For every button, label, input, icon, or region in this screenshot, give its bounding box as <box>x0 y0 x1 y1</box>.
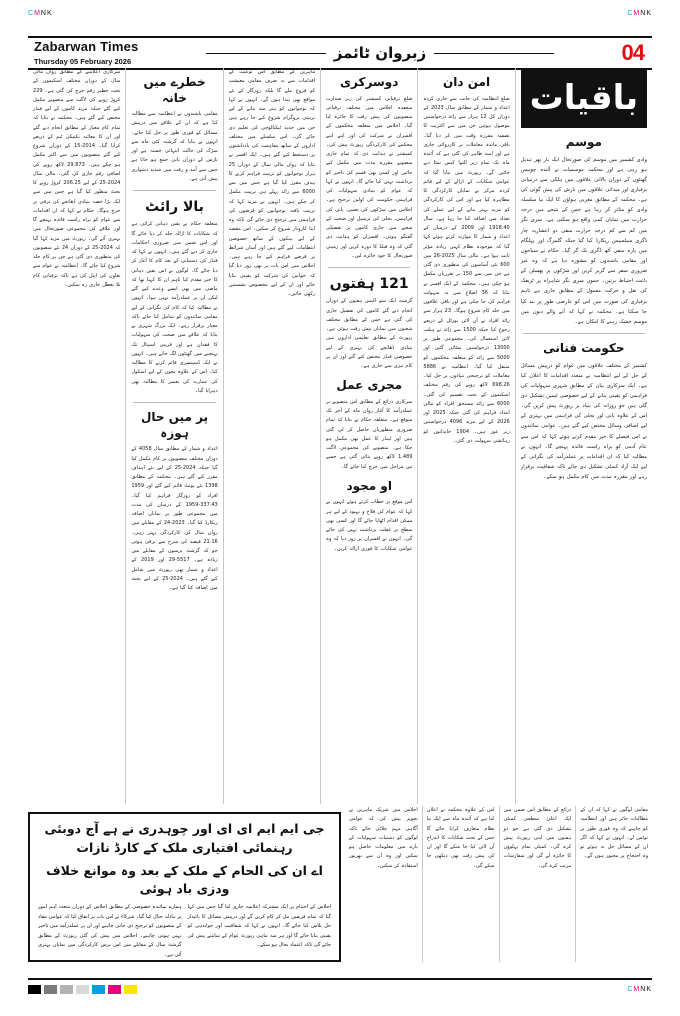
bottom-rule <box>28 978 652 980</box>
lower-column-3 <box>422 806 499 962</box>
section-banner-label: باقیات <box>529 78 639 118</box>
column-6 <box>28 68 125 804</box>
boxed-story <box>28 812 341 962</box>
article-body-par-mein-hal: اعداد و شمار کے مطابق سال 4058 کے دوران مختلف منصوبوں پر کام مکمل کیا گیا جبکہ 2024-25 کے لیے نئے اہداف مقرر کیے گئے ہیں۔ محکمہ کے مطابق 1398 نئے یونٹ قائم کیے گئے اور 1959 افراد کو روزگار فراہم کیا گیا۔ 337.43-1959 کے درمیان کی مدت میں مجموعی طور پر نمایاں اضافہ ریکارڈ کیا گیا۔ 2023-24 کے مقابلے میں رواں سال کی کارکردگی بہتر رہی۔ 21.16 فیصد کی شرح سے ترقی ہوئی جو کہ گزشتہ برسوں کے مقابلے میں زیادہ ہے۔ 5517-29 اور 2019 کے اعداد و شمار بھی رپورٹ میں شامل کیے گئے ہیں۔ 2024-25 کے لیے بجٹ میں اضافہ کیا گیا ہے۔ <box>131 446 218 592</box>
article-body-o-mojood: اس موقع پر خطاب کرتے ہوئے انہوں نے کہا کہ عوام کی فلاح و بہبود کے لیے ہر ممکن اقدام اٹھایا جائے گا اور کسی بھی سطح پر غفلت برداشت نہیں کی جائے گی۔ انہوں نے افسران پر زور دیا کہ وہ عوامی شکایات کا فوری ازالہ کریں۔ <box>326 499 413 552</box>
column-1 <box>515 68 652 804</box>
lower-column-2 <box>499 806 576 962</box>
headline-weather: موسم <box>565 135 602 149</box>
reg-mark-right: CMNK <box>627 10 652 17</box>
article-body-khatre-mein-khana: مقامی باشندوں نے انتظامیہ سے مطالبہ کیا ہے کہ ان کے علاقے میں درپیش مسائل کو فوری طور پر حل کیا جائے۔ انہوں نے بتایا کہ گزشتہ کئی ماہ سے سڑک کی حالت انتہائی خستہ ہے اور بارش کے دوران پانی جمع ہو جاتا ہے جس سے آمد و رفت میں شدید دشواری پیش آتی ہے۔ <box>131 111 218 182</box>
divider <box>133 190 215 191</box>
article-body-dosarkari: ضلع ترقیاتی کمیشنر کی زیر صدارت منعقدہ اجلاس میں مختلف ترقیاتی منصوبوں کی پیش رفت کا جائزہ لیا گیا۔ اجلاس میں متعلقہ محکموں کے افسران نے شرکت کی اور اپنے اپنے محکمے کی کارکردگی رپورٹ پیش کی۔ کمیشنر نے ہدایت دی کہ تمام جاری منصوبے مقررہ مدت میں مکمل کیے جائیں اور کسی بھی قسم کی تاخیر کو برداشت نہیں کیا جائے گا۔ انہوں نے کہا کہ عوام کو بنیادی سہولیات کی فراہمی حکومت کی اولین ترجیح ہے۔ اجلاس میں سڑکوں کی تعمیر، پانی کی فراہمی، بجلی کی ترسیل اور صحت کے شعبے میں جاری کاموں پر تفصیلی گفتگو ہوئی۔ افسران کو ہدایت دی گئی کہ وہ فیلڈ کا دورہ کریں اور زمینی صورتحال کا خود جائزہ لیں۔ <box>326 95 413 259</box>
reg-mark-footer: CMNK <box>627 986 652 993</box>
column-4 <box>223 68 320 804</box>
boxed-story-text-right: اجلاس کے اختتام پر ایک مشترکہ اعلامیہ جاری کیا گیا جس میں کہا گیا کہ تمام فریقین مل کر کام کریں گے اور درپیش مسائل کا پائیدار حل تلاش کیا جائے گا۔ انہوں نے کہا کہ شفافیت اور جوابدہی کو یقینی بنایا جائے گا اور ہر سہ ماہی رپورٹ عوام کے سامنے پیش کی جائے گی تاکہ اعتماد بحال ہو سکے۔ <box>187 904 331 948</box>
divider <box>328 267 410 268</box>
boxed-story-text-left: ہمارے نمائندہ خصوصی کے مطابق اجلاس کے دوران متعدد اہم امور پر تبادلہ خیال کیا گیا۔ شرکاء نے اس بات پر اتفاق کیا کہ عوامی مفاد کے منصوبوں کو ترجیح دی جانی چاہیے اور ان پر عملدرآمد میں تاخیر نہیں ہونی چاہیے۔ اجلاس میں پیش کی گئی رپورٹ کے مطابق گزشتہ سال کے مقابلے میں اس برس کارکردگی میں نمایاں بہتری آئی ہے۔ <box>38 904 182 958</box>
column-2 <box>417 68 514 804</box>
color-swatch-gray-dark <box>44 985 57 994</box>
headline-implementation: مجری عمل <box>336 378 403 393</box>
lower-column-1 <box>575 806 652 962</box>
color-swatch-gray-mid <box>60 985 73 994</box>
issue-date: Thursday 05 February 2026 <box>34 56 132 66</box>
reg-mark-left: CMNK <box>28 10 53 17</box>
article-body-implementation: سرکاری ذرائع کے مطابق اس منصوبے پر عملدرآمد کا آغاز رواں ماہ کے آخر تک متوقع ہے۔ متعلقہ حکام نے بتایا کہ تمام ضروری منظوریاں حاصل کر لی گئی ہیں اور ٹینڈر کا عمل بھی مکمل ہو چکا ہے۔ منصوبے کی مجموعی لاگت 1,489 لاکھ روپے بتائی گئی ہے جسے تین مراحل میں خرچ کیا جائے گا۔ <box>326 398 413 470</box>
article-body-121-weeks: گزشتہ ایک سو اکیس ہفتوں کے دوران انجام دیے گئے کاموں کی تفصیل جاری کی گئی ہے جس کے مطابق مختلف شعبوں میں نمایاں پیش رفت ہوئی ہے۔ رپورٹ کے مطابق تعلیمی اداروں میں بنیادی ڈھانچے کی بہتری کے لیے خصوصی فنڈز مختص کیے گئے اور ان پر کام تیزی سے جاری ہے۔ <box>326 298 413 370</box>
lower-article-body-3: اس کے علاوہ محکمہ نے اعلان کیا ہے کہ آئندہ ماہ سے ایک نیا نظام متعارف کرایا جائے گا جس کے تحت شکایات کا اندراج آن لائن کیا جا سکے گا اور ان کی پیش رفت بھی دیکھی جا سکے گی۔ <box>426 807 495 869</box>
article-body-column-6: سرکاری اعلامیے کے مطابق رواں مالی سال کے دوران مختلف اسکیموں کے تحت خطیر رقم خرچ کی گئی ہے۔ 229 کروڑ روپے کی لاگت سے منصوبے مکمل کیے گئے جبکہ مزید کاموں کے لیے فنڈز مختص کیے گئے ہیں۔ محکمہ نے بتایا کہ تمام کام معیار کے مطابق انجام دیے گئے اور ان کا معائنہ تکنیکی ٹیم کے ذریعے کرایا گیا۔ 2014-15 کے دوران شروع کیے گئے منصوبوں میں سے اکثر مکمل ہو چکے ہیں۔ 29.873 لاکھ روپے کی اضافی رقم جاری کی گئی۔ مالی سال 2024-25 کے لیے 206.25 کروڑ روپے کا بجٹ منظور کیا گیا ہے جس میں سے ایک بڑا حصہ بنیادی ڈھانچے کی ترقی پر خرچ ہوگا۔ حکام نے کہا کہ ان اقدامات سے عوام کو براہ راست فائدہ پہنچے گا اور علاقے کی مجموعی صورتحال میں بہتری آئے گی۔ رپورٹ میں مزید کہا گیا کہ 2024-25 کے دوران 24 نئے منصوبوں کی منظوری دی گئی ہے جن پر کام جلد شروع کیا جائے گا۔ انتظامیہ نے عوام سے تعاون کی اپیل کی ہے تاکہ ترقیاتی کام بلا تعطل جاری رہ سکیں۔ <box>33 69 121 288</box>
color-swatch-magenta <box>108 985 121 994</box>
boxed-story-headline-line2: اے ان کی الحام کے ملک کے بعد وہ موانع خلاف ودزی باد ہوئی <box>46 862 323 897</box>
article-body-column-4: ماہرین کے مطابق اس نوعیت کے اقدامات سے نہ صرف مقامی معیشت کو فروغ ملے گا بلکہ روزگار کے نئے مواقع بھی پیدا ہوں گے۔ انہوں نے کہا کہ نوجوانوں کو ہنر مند بنانے کے لیے تربیتی پروگرام شروع کیے جا رہے ہیں جن میں جدید ٹیکنالوجی کی تعلیم دی جائے گی۔ اس سلسلے میں مختلف اداروں کے ساتھ مفاہمت کی یادداشتوں پر دستخط کیے گئے ہیں۔ ایک افسر نے بتایا کہ رواں مالی سال کے دوران 25 ہزار نوجوانوں کو تربیت فراہم کرنے کا ہدف مقرر کیا گیا ہے جس میں سے 6000 سے زائد پہلے ہی تربیت مکمل کر چکے ہیں۔ انہوں نے مزید کہا کہ تربیت یافتہ نوجوانوں کو قرضوں کی فراہمی میں ترجیح دی جائے گی تاکہ وہ اپنا کاروبار شروع کر سکیں۔ اس مقصد کے لیے بینکوں کے ساتھ خصوصی انتظامات کیے گئے ہیں اور آسان شرائط پر قرضے فراہم کیے جا رہے ہیں۔ اجلاس میں اس بات پر بھی زور دیا گیا کہ خواتین کی شرکت کو یقینی بنایا جائے اور ان کے لیے مخصوص نشستیں رکھی جائیں۔ <box>228 69 316 297</box>
lower-column-4 <box>345 806 422 962</box>
lower-article-body-4: اجلاس میں شریک ماہرین نے تجویز پیش کی کہ عوامی آگاہی مہم چلائی جائے تاکہ لوگوں کو دستیاب سہولیات کے بارے میں معلومات حاصل ہو سکیں اور وہ ان سے بھرپور استفادہ کر سکیں۔ <box>349 807 418 869</box>
divider <box>523 333 645 334</box>
headline-dosarkari: دوسرکری <box>340 75 399 89</box>
headline-bala-right: بالا رائٹ <box>145 199 204 216</box>
lower-article-body-2: ذرائع کے مطابق اس ضمن میں ایک اعلیٰ سطحی کمیٹی تشکیل دی گئی ہے جو دو ہفتوں میں اپنی رپورٹ پیش کرے گی۔ کمیٹی تمام پہلوؤں کا جائزہ لے گی اور سفارشات مرتب کرے گی۔ <box>503 807 572 869</box>
headline-aman-dan: امن دان <box>443 75 491 89</box>
page-number: 04 <box>621 40 644 65</box>
lower-article-body-1: مقامی لوگوں نے کہا کہ ان کے مطالبات جائز ہیں اور انتظامیہ کو چاہیے کہ وہ فوری طور پر نوٹس لے۔ انہوں نے کہا کہ اگر ان کے مسائل حل نہ ہوئے تو وہ احتجاج پر مجبور ہوں گے۔ <box>580 807 648 860</box>
column-5 <box>125 68 222 804</box>
lower-article-grid <box>345 806 652 962</box>
page-title: Zabarwan Times <box>34 39 139 55</box>
column-3 <box>320 68 417 804</box>
boxed-story-headline-line1: جی ایم ایم ای ای اور چوہدری نے ہے آج دوبئی رہنمائی افتیاری ملک کے کارڈ نازات <box>44 821 325 855</box>
article-body-weather: وادی کشمیر میں موسم کی صورتحال ایک بار پھر تبدیل ہو رہی ہے اور محکمہ موسمیات نے آئندہ چوبیس گھنٹوں کے دوران بالائی علاقوں میں ہلکی سے درمیانی برفباری اور میدانی علاقوں میں بارش کی پیش گوئی کی ہے۔ محکمہ کے مطابق مغربی ہواؤں کا ایک نیا سلسلہ وادی کو متاثر کر رہا ہے جس کے نتیجے میں درجہ حرارت میں نمایاں کمی واقع ہو سکتی ہے۔ سری نگر میں کم سے کم درجہ حرارت منفی دو اعشاریہ چار ڈگری سیلسیس ریکارڈ کیا گیا جبکہ گلمرگ اور پہلگام میں پارہ منفی آٹھ ڈگری تک گر گیا۔ حکام نے سیاحوں اور مقامی باشندوں کو مشورہ دیا ہے کہ وہ غیر ضروری سفر سے گریز کریں اور سڑکوں پر پھسلن کے باعث احتیاط برتیں۔ جموں سری نگر شاہراہ پر ٹریفک کی نقل و حرکت معمول کے مطابق جاری ہے تاہم برفباری کی صورت میں اس کو عارضی طور پر بند کیا جا سکتا ہے۔ محکمہ نے کہا کہ آنے والے دنوں میں موسم خشک رہنے کا امکان ہے۔ <box>520 156 647 325</box>
section-banner <box>521 68 647 128</box>
color-swatch-cyan <box>92 985 105 994</box>
article-grid <box>28 68 652 804</box>
article-body-bala-right: متعلقہ حکام نے یقین دہانی کرائی ہے کہ شکایات کا ازالہ جلد کر دیا جائے گا اور اس ضمن میں ضروری احکامات جاری کر دیے گئے ہیں۔ انہوں نے کہا کہ فنڈز کی دستیابی کے بعد کام کا آغاز کر دیا جائے گا۔ لوگوں نے اس یقین دہانی کا خیر مقدم کیا تاہم ان کا کہنا تھا کہ ماضی میں بھی ایسے وعدے کیے گئے لیکن ان پر عملدرآمد نہیں ہوا۔ انہوں نے مطالبہ کیا کہ کام کی نگرانی کے لیے مقامی نمائندوں کو شامل کیا جائے تاکہ معیار برقرار رہے۔ ایک بزرگ شہری نے بتایا کہ علاقے میں صحت کی سہولیات کا فقدان ہے اور قریبی اسپتال تک پہنچنے میں گھنٹوں لگ جاتے ہیں۔ انہوں نے ایک ڈسپنسری قائم کرنے کا مطالبہ کیا۔ اس کے علاوہ بچوں کے لیے اسکول کی عمارت کی تعمیر کا مطالبہ بھی دہرایا گیا۔ <box>131 221 218 394</box>
headline-o-mojood: او مجود <box>346 478 392 493</box>
masthead-urdu-title: زبروان ٹائمز <box>333 44 427 62</box>
headline-par-mein-hal: پر میں حال ہوزہ <box>141 410 209 440</box>
masthead-center <box>138 44 621 62</box>
rule-left <box>206 53 326 54</box>
color-swatch-black <box>28 985 41 994</box>
headline-khatre-mein-khana: خطرے میں خانہ <box>143 75 206 105</box>
color-swatch-gray-light <box>76 985 89 994</box>
divider <box>133 402 215 403</box>
boxed-story-columns <box>38 903 331 960</box>
color-swatch-yellow <box>124 985 137 994</box>
headline-121-weeks: 121 ہفتوں <box>329 276 409 293</box>
masthead <box>28 36 652 70</box>
footer-color-bar <box>28 985 652 994</box>
article-body-government: کشمیر کے مختلف علاقوں میں عوام کو درپیش مسائل کے حل کے لیے انتظامیہ نے متعدد اقدامات کا اعلان کیا ہے۔ ایک سرکاری بیان کے مطابق شہری سہولیات کی فراہمی کو یقینی بنانے کے لیے خصوصی ٹیمیں تشکیل دی گئی ہیں جو روزانہ کی بنیاد پر رپورٹ پیش کریں گی۔ اس کے علاوہ پانی اور بجلی کی فراہمی میں بہتری کے لیے اضافی وسائل مختص کیے گئے ہیں۔ عوامی نمائندوں نے اس فیصلے کا خیر مقدم کرتے ہوئے کہا کہ اس سے عام آدمی کو براہ راست فائدہ پہنچے گا۔ انہوں نے مطالبہ کیا کہ ان اقدامات پر عملدرآمد کی نگرانی کے لیے ایک آزاد کمیٹی تشکیل دی جائے تاکہ شفافیت برقرار رہے اور مقررہ مدت میں کام مکمل ہو سکے۔ <box>520 362 647 481</box>
headline-government: حکومت فنانی <box>543 340 625 355</box>
rule-right <box>434 53 554 54</box>
registration-bar-top <box>28 10 652 24</box>
masthead-left <box>28 40 138 65</box>
article-body-aman-dan: ضلع انتظامیہ کی جانب سے جاری کردہ اعداد و شمار کے مطابق سال 2023 کے دوران کل 12 ہزار سے زائد درخواستیں موصول ہوئیں جن میں سے اکثریت کا تصفیہ مقررہ وقت میں کر دیا گیا۔ باقی ماندہ معاملات پر کارروائی جاری ہے اور امید ظاہر کی گئی ہے کہ آئندہ ماہ تک تمام زیر التوا کیس نمٹا دیے جائیں گے۔ رپورٹ میں بتایا گیا کہ عوامی شکایات کے ازالے کے لیے قائم کردہ مرکز نے نمایاں کارکردگی کا مظاہرہ کیا ہے اور اس کی کارکردگی کو مزید بہتر بنانے کے لیے عملے کی تعداد میں اضافہ کیا جا رہا ہے۔ سال 1918.40 اور 2009 کے درمیان کے اعداد و شمار کا موازنہ کرتے ہوئے کہا گیا کہ موجودہ نظام کہیں زیادہ مؤثر ثابت ہوا ہے۔ مالی سال 2025-26 میں 600 نئی آسامیوں کی منظوری دی گئی ہے جن میں سے 150 پر تقرریاں مکمل ہو چکی ہیں۔ محکمہ کے ایک افسر نے بتایا کہ 36 اضلاع میں یہ سہولت فراہم کی جا چکی ہے اور باقی علاقوں میں جلد کام شروع ہوگا۔ 23 ہزار سے زائد افراد نے آن لائن پورٹل کے ذریعے رجوع کیا جبکہ 1500 سے زائد نے ہیلپ لائن استعمال کی۔ مجموعی طور پر 13000 درخواستیں نمٹائی گئیں اور 5000 سے زائد کو متعلقہ محکموں کو منتقل کیا گیا۔ انتظامیہ نے 5886 معاملات کو ترجیحی بنیادوں پر حل کیا۔ 698.26 لاکھ روپے کی رقم مختلف اسکیموں کے تحت تقسیم کی گئی۔ 6000 سے زائد مستحق افراد کو مالی امداد فراہم کی گئی جبکہ 2025 اور 2026 کے لیے مزید 4096 درخواستیں زیر غور ہیں۔ 1904 خاندانوں کو رہائشی سہولت دی گئی۔ <box>423 95 510 444</box>
